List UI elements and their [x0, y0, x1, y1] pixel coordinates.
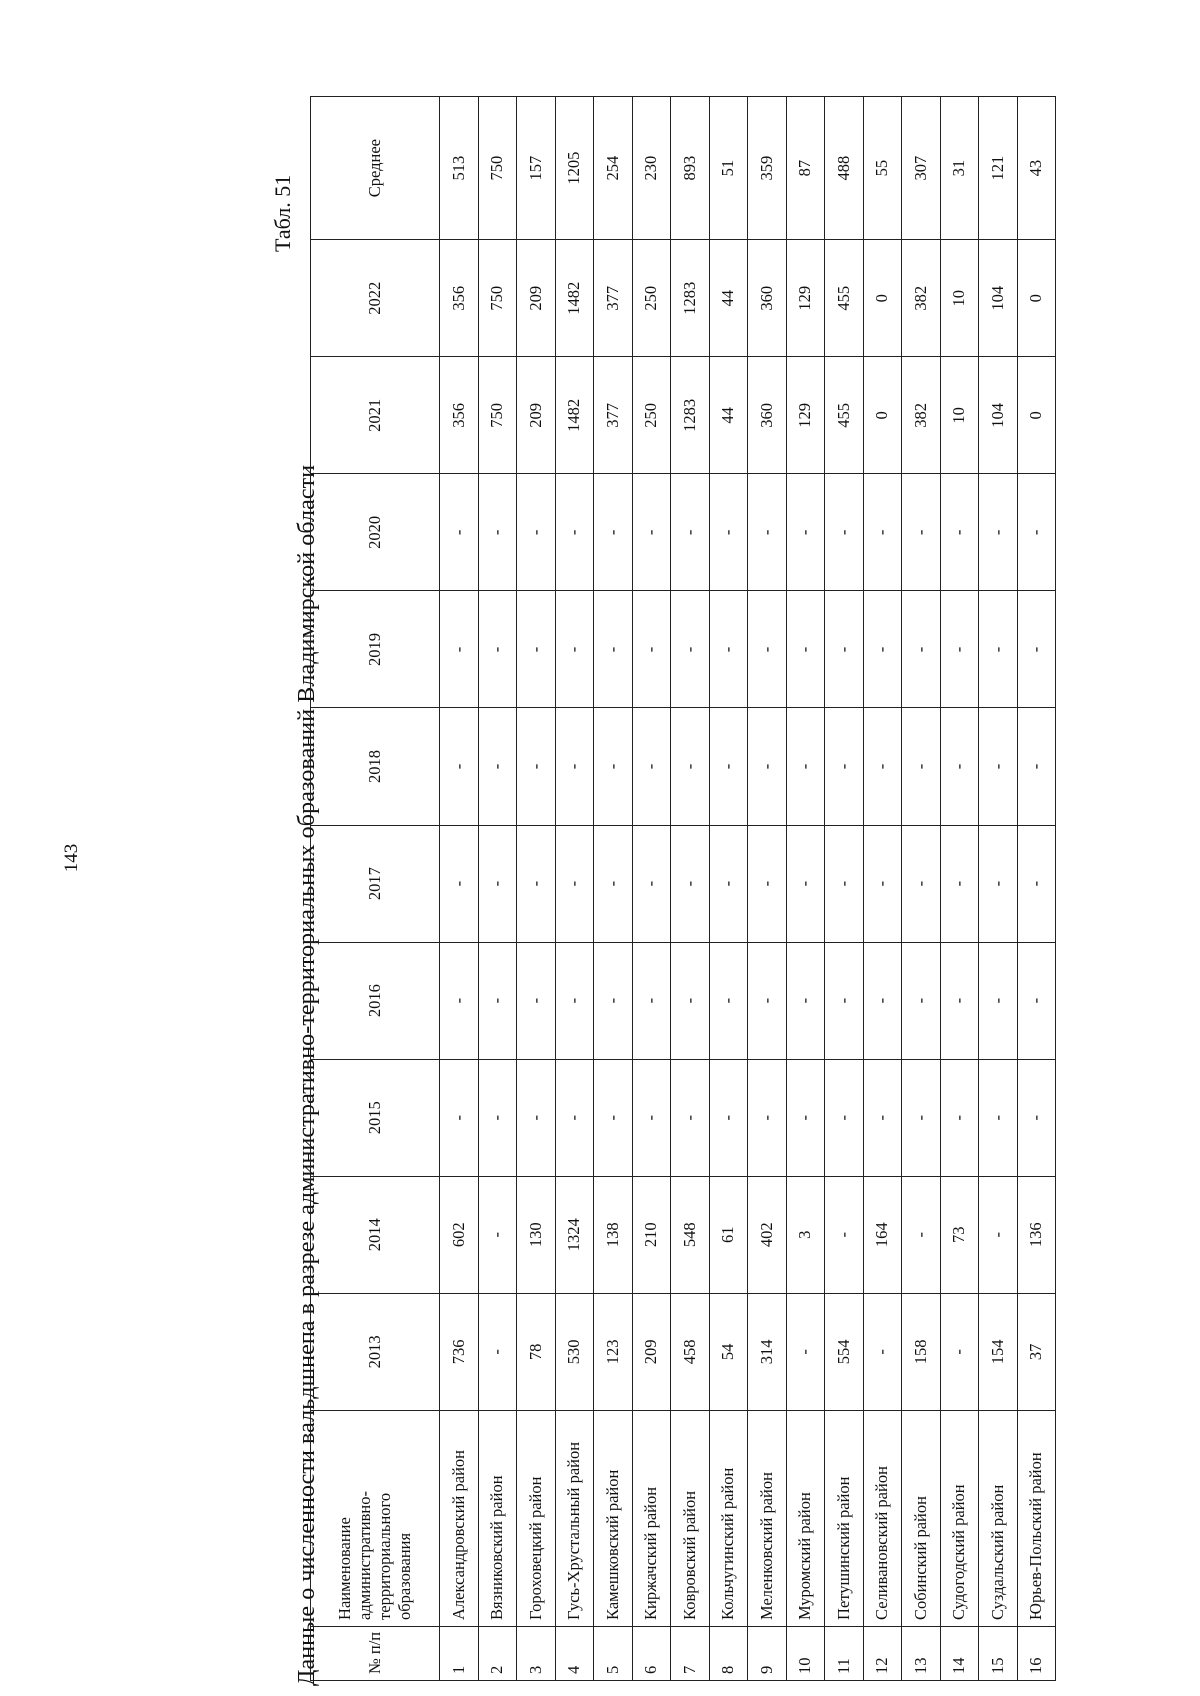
- cell-2022: 0: [863, 240, 902, 357]
- table-reference: Табл. 51: [270, 174, 295, 252]
- cell-2021: 750: [478, 357, 517, 474]
- cell-average: 31: [940, 97, 979, 240]
- cell-number: 15: [979, 1626, 1018, 1680]
- cell-2019: -: [555, 591, 594, 708]
- cell-2015: -: [632, 1059, 671, 1176]
- header-average: Среднее: [311, 97, 440, 240]
- cell-2017: -: [825, 825, 864, 942]
- cell-2018: -: [555, 708, 594, 825]
- header-2019: 2019: [311, 591, 440, 708]
- cell-2015: -: [1017, 1059, 1056, 1176]
- cell-2015: -: [825, 1059, 864, 1176]
- cell-number: 14: [940, 1626, 979, 1680]
- cell-2015: -: [902, 1059, 941, 1176]
- cell-2014: -: [825, 1176, 864, 1293]
- table-row: [825, 97, 864, 1681]
- cell-2021: 0: [863, 357, 902, 474]
- cell-2020: -: [940, 474, 979, 591]
- cell-2014: -: [979, 1176, 1018, 1293]
- cell-number: 5: [594, 1626, 633, 1680]
- cell-2016: -: [863, 942, 902, 1059]
- cell-2013: 123: [594, 1293, 633, 1410]
- cell-average: 87: [786, 97, 825, 240]
- cell-2021: 209: [517, 357, 556, 474]
- cell-2018: -: [671, 708, 710, 825]
- cell-2022: 360: [748, 240, 787, 357]
- cell-2019: -: [517, 591, 556, 708]
- table-header-row: [311, 97, 440, 1681]
- cell-2020: -: [748, 474, 787, 591]
- cell-2017: -: [979, 825, 1018, 942]
- cell-2021: 377: [594, 357, 633, 474]
- cell-2022: 209: [517, 240, 556, 357]
- cell-2019: -: [709, 591, 748, 708]
- cell-2017: -: [440, 825, 479, 942]
- cell-2022: 356: [440, 240, 479, 357]
- cell-2013: 54: [709, 1293, 748, 1410]
- cell-2022: 750: [478, 240, 517, 357]
- cell-2021: 382: [902, 357, 941, 474]
- cell-2019: -: [748, 591, 787, 708]
- cell-2019: -: [940, 591, 979, 708]
- cell-2021: 356: [440, 357, 479, 474]
- cell-2022: 10: [940, 240, 979, 357]
- cell-2022: 129: [786, 240, 825, 357]
- cell-2015: -: [709, 1059, 748, 1176]
- cell-2021: 104: [979, 357, 1018, 474]
- cell-2018: -: [632, 708, 671, 825]
- cell-2022: 44: [709, 240, 748, 357]
- cell-number: 6: [632, 1626, 671, 1680]
- cell-2015: -: [748, 1059, 787, 1176]
- cell-2021: 1482: [555, 357, 594, 474]
- cell-number: 9: [748, 1626, 787, 1680]
- cell-2021: 44: [709, 357, 748, 474]
- table-row: [979, 97, 1018, 1681]
- table-row: [902, 97, 941, 1681]
- table-row: [940, 97, 979, 1681]
- cell-name: Меленковский район: [748, 1410, 787, 1626]
- cell-2016: -: [979, 942, 1018, 1059]
- cell-2016: -: [940, 942, 979, 1059]
- cell-2016: -: [555, 942, 594, 1059]
- cell-2018: -: [979, 708, 1018, 825]
- cell-2014: -: [902, 1176, 941, 1293]
- cell-2014: 602: [440, 1176, 479, 1293]
- cell-2019: -: [1017, 591, 1056, 708]
- cell-average: 51: [709, 97, 748, 240]
- cell-2020: -: [632, 474, 671, 591]
- cell-name: Собинский район: [902, 1410, 941, 1626]
- cell-name: Камешковский район: [594, 1410, 633, 1626]
- cell-2014: 164: [863, 1176, 902, 1293]
- cell-2014: 548: [671, 1176, 710, 1293]
- table-row: [517, 97, 556, 1681]
- header-2014: 2014: [311, 1176, 440, 1293]
- cell-2017: -: [478, 825, 517, 942]
- cell-name: Судогодский район: [940, 1410, 979, 1626]
- cell-name: Петушинский район: [825, 1410, 864, 1626]
- cell-name: Юрьев-Польский район: [1017, 1410, 1056, 1626]
- cell-2019: -: [594, 591, 633, 708]
- cell-2018: -: [440, 708, 479, 825]
- cell-2018: -: [594, 708, 633, 825]
- cell-2020: -: [671, 474, 710, 591]
- cell-2022: 250: [632, 240, 671, 357]
- cell-average: 121: [979, 97, 1018, 240]
- cell-2017: -: [902, 825, 941, 942]
- cell-number: 1: [440, 1626, 479, 1680]
- cell-number: 13: [902, 1626, 941, 1680]
- cell-2013: 158: [902, 1293, 941, 1410]
- cell-2013: 209: [632, 1293, 671, 1410]
- cell-2015: -: [786, 1059, 825, 1176]
- header-2018: 2018: [311, 708, 440, 825]
- cell-2020: -: [863, 474, 902, 591]
- cell-2016: -: [825, 942, 864, 1059]
- header-name: Наименование административно-территориального образования: [311, 1410, 440, 1626]
- cell-average: 893: [671, 97, 710, 240]
- cell-2020: -: [979, 474, 1018, 591]
- cell-2013: 78: [517, 1293, 556, 1410]
- cell-2015: -: [555, 1059, 594, 1176]
- table-row: [440, 97, 479, 1681]
- cell-2020: -: [440, 474, 479, 591]
- cell-average: 1205: [555, 97, 594, 240]
- cell-2016: -: [786, 942, 825, 1059]
- cell-2014: 3: [786, 1176, 825, 1293]
- cell-average: 750: [478, 97, 517, 240]
- cell-2017: -: [555, 825, 594, 942]
- cell-2019: -: [863, 591, 902, 708]
- cell-2022: 0: [1017, 240, 1056, 357]
- cell-2019: -: [825, 591, 864, 708]
- data-table: [310, 96, 1056, 1681]
- cell-2018: -: [786, 708, 825, 825]
- cell-2013: 554: [825, 1293, 864, 1410]
- cell-2019: -: [632, 591, 671, 708]
- table-row: [555, 97, 594, 1681]
- cell-2018: -: [1017, 708, 1056, 825]
- cell-2020: -: [478, 474, 517, 591]
- cell-2016: -: [517, 942, 556, 1059]
- cell-2015: -: [940, 1059, 979, 1176]
- cell-2020: -: [786, 474, 825, 591]
- cell-number: 11: [825, 1626, 864, 1680]
- cell-2015: -: [517, 1059, 556, 1176]
- cell-number: 3: [517, 1626, 556, 1680]
- table-row: [594, 97, 633, 1681]
- cell-2020: -: [517, 474, 556, 591]
- cell-2020: -: [825, 474, 864, 591]
- table-row: [1017, 97, 1056, 1681]
- cell-2018: -: [863, 708, 902, 825]
- cell-2014: 73: [940, 1176, 979, 1293]
- cell-2017: -: [863, 825, 902, 942]
- cell-name: Селивановский район: [863, 1410, 902, 1626]
- cell-2015: -: [863, 1059, 902, 1176]
- cell-2015: -: [440, 1059, 479, 1176]
- cell-2020: -: [709, 474, 748, 591]
- cell-2014: 138: [594, 1176, 633, 1293]
- cell-2017: -: [748, 825, 787, 942]
- cell-2013: 314: [748, 1293, 787, 1410]
- cell-2018: -: [478, 708, 517, 825]
- table-row: [671, 97, 710, 1681]
- cell-2017: -: [709, 825, 748, 942]
- cell-name: Суздальский район: [979, 1410, 1018, 1626]
- table-title: Данные о численности вальдшнепа в разрезе административно-территориальных образований Владимирской области: [294, 464, 320, 1686]
- cell-2017: -: [1017, 825, 1056, 942]
- cell-2019: -: [786, 591, 825, 708]
- header-2013: 2013: [311, 1293, 440, 1410]
- cell-2014: 136: [1017, 1176, 1056, 1293]
- cell-2017: -: [632, 825, 671, 942]
- header-2022: 2022: [311, 240, 440, 357]
- cell-2017: -: [786, 825, 825, 942]
- cell-average: 157: [517, 97, 556, 240]
- cell-2015: -: [979, 1059, 1018, 1176]
- cell-2017: -: [594, 825, 633, 942]
- cell-name: Ковровский район: [671, 1410, 710, 1626]
- cell-average: 513: [440, 97, 479, 240]
- header-2021: 2021: [311, 357, 440, 474]
- cell-number: 12: [863, 1626, 902, 1680]
- cell-average: 55: [863, 97, 902, 240]
- page-number: 143: [61, 843, 82, 873]
- cell-2017: -: [517, 825, 556, 942]
- cell-2018: -: [748, 708, 787, 825]
- cell-2017: -: [671, 825, 710, 942]
- cell-2016: -: [902, 942, 941, 1059]
- cell-2013: 530: [555, 1293, 594, 1410]
- table-body: [440, 97, 1056, 1681]
- cell-name: Муромский район: [786, 1410, 825, 1626]
- cell-name: Вязниковский район: [478, 1410, 517, 1626]
- cell-2013: -: [786, 1293, 825, 1410]
- header-number: № п/п: [311, 1626, 440, 1680]
- cell-2015: -: [478, 1059, 517, 1176]
- cell-2016: -: [1017, 942, 1056, 1059]
- cell-2016: -: [671, 942, 710, 1059]
- cell-number: 4: [555, 1626, 594, 1680]
- table-row: [478, 97, 517, 1681]
- cell-2018: -: [825, 708, 864, 825]
- cell-average: 230: [632, 97, 671, 240]
- cell-2020: -: [555, 474, 594, 591]
- cell-2019: -: [440, 591, 479, 708]
- cell-2013: -: [863, 1293, 902, 1410]
- cell-2013: 736: [440, 1293, 479, 1410]
- cell-2014: 210: [632, 1176, 671, 1293]
- cell-2013: 458: [671, 1293, 710, 1410]
- cell-2016: -: [594, 942, 633, 1059]
- cell-2022: 455: [825, 240, 864, 357]
- cell-average: 359: [748, 97, 787, 240]
- cell-2016: -: [709, 942, 748, 1059]
- cell-2015: -: [594, 1059, 633, 1176]
- cell-2016: -: [440, 942, 479, 1059]
- table-row: [748, 97, 787, 1681]
- cell-2013: -: [478, 1293, 517, 1410]
- cell-2016: -: [748, 942, 787, 1059]
- cell-number: 2: [478, 1626, 517, 1680]
- header-2017: 2017: [311, 825, 440, 942]
- cell-2022: 1482: [555, 240, 594, 357]
- cell-number: 10: [786, 1626, 825, 1680]
- cell-2014: 130: [517, 1176, 556, 1293]
- cell-name: Киржачский район: [632, 1410, 671, 1626]
- header-2020: 2020: [311, 474, 440, 591]
- cell-2022: 104: [979, 240, 1018, 357]
- cell-2016: -: [478, 942, 517, 1059]
- cell-2022: 1283: [671, 240, 710, 357]
- cell-2018: -: [517, 708, 556, 825]
- cell-2021: 455: [825, 357, 864, 474]
- cell-2021: 0: [1017, 357, 1056, 474]
- cell-name: Гороховецкий район: [517, 1410, 556, 1626]
- cell-2022: 377: [594, 240, 633, 357]
- cell-2013: 154: [979, 1293, 1018, 1410]
- cell-2018: -: [940, 708, 979, 825]
- cell-name: Гусь-Хрустальный район: [555, 1410, 594, 1626]
- table-row: [632, 97, 671, 1681]
- cell-2019: -: [671, 591, 710, 708]
- cell-average: 488: [825, 97, 864, 240]
- cell-2019: -: [902, 591, 941, 708]
- cell-2014: 61: [709, 1176, 748, 1293]
- cell-2018: -: [902, 708, 941, 825]
- table-row: [709, 97, 748, 1681]
- table-row: [786, 97, 825, 1681]
- cell-average: 254: [594, 97, 633, 240]
- cell-2014: -: [478, 1176, 517, 1293]
- cell-2018: -: [709, 708, 748, 825]
- cell-number: 16: [1017, 1626, 1056, 1680]
- cell-2017: -: [940, 825, 979, 942]
- cell-2021: 250: [632, 357, 671, 474]
- cell-2016: -: [632, 942, 671, 1059]
- cell-2014: 402: [748, 1176, 787, 1293]
- header-2016: 2016: [311, 942, 440, 1059]
- cell-2021: 10: [940, 357, 979, 474]
- cell-2014: 1324: [555, 1176, 594, 1293]
- rotated-table-block: [270, 86, 1200, 1686]
- cell-2013: -: [940, 1293, 979, 1410]
- cell-2020: -: [1017, 474, 1056, 591]
- cell-name: Александровский район: [440, 1410, 479, 1626]
- header-2015: 2015: [311, 1059, 440, 1176]
- cell-2013: 37: [1017, 1293, 1056, 1410]
- cell-2019: -: [979, 591, 1018, 708]
- cell-number: 8: [709, 1626, 748, 1680]
- cell-2020: -: [902, 474, 941, 591]
- cell-name: Кольчугинский район: [709, 1410, 748, 1626]
- cell-2019: -: [478, 591, 517, 708]
- cell-average: 307: [902, 97, 941, 240]
- cell-2021: 1283: [671, 357, 710, 474]
- cell-2021: 129: [786, 357, 825, 474]
- table-row: [863, 97, 902, 1681]
- cell-2015: -: [671, 1059, 710, 1176]
- cell-number: 7: [671, 1626, 710, 1680]
- cell-average: 43: [1017, 97, 1056, 240]
- cell-2020: -: [594, 474, 633, 591]
- cell-2022: 382: [902, 240, 941, 357]
- cell-2021: 360: [748, 357, 787, 474]
